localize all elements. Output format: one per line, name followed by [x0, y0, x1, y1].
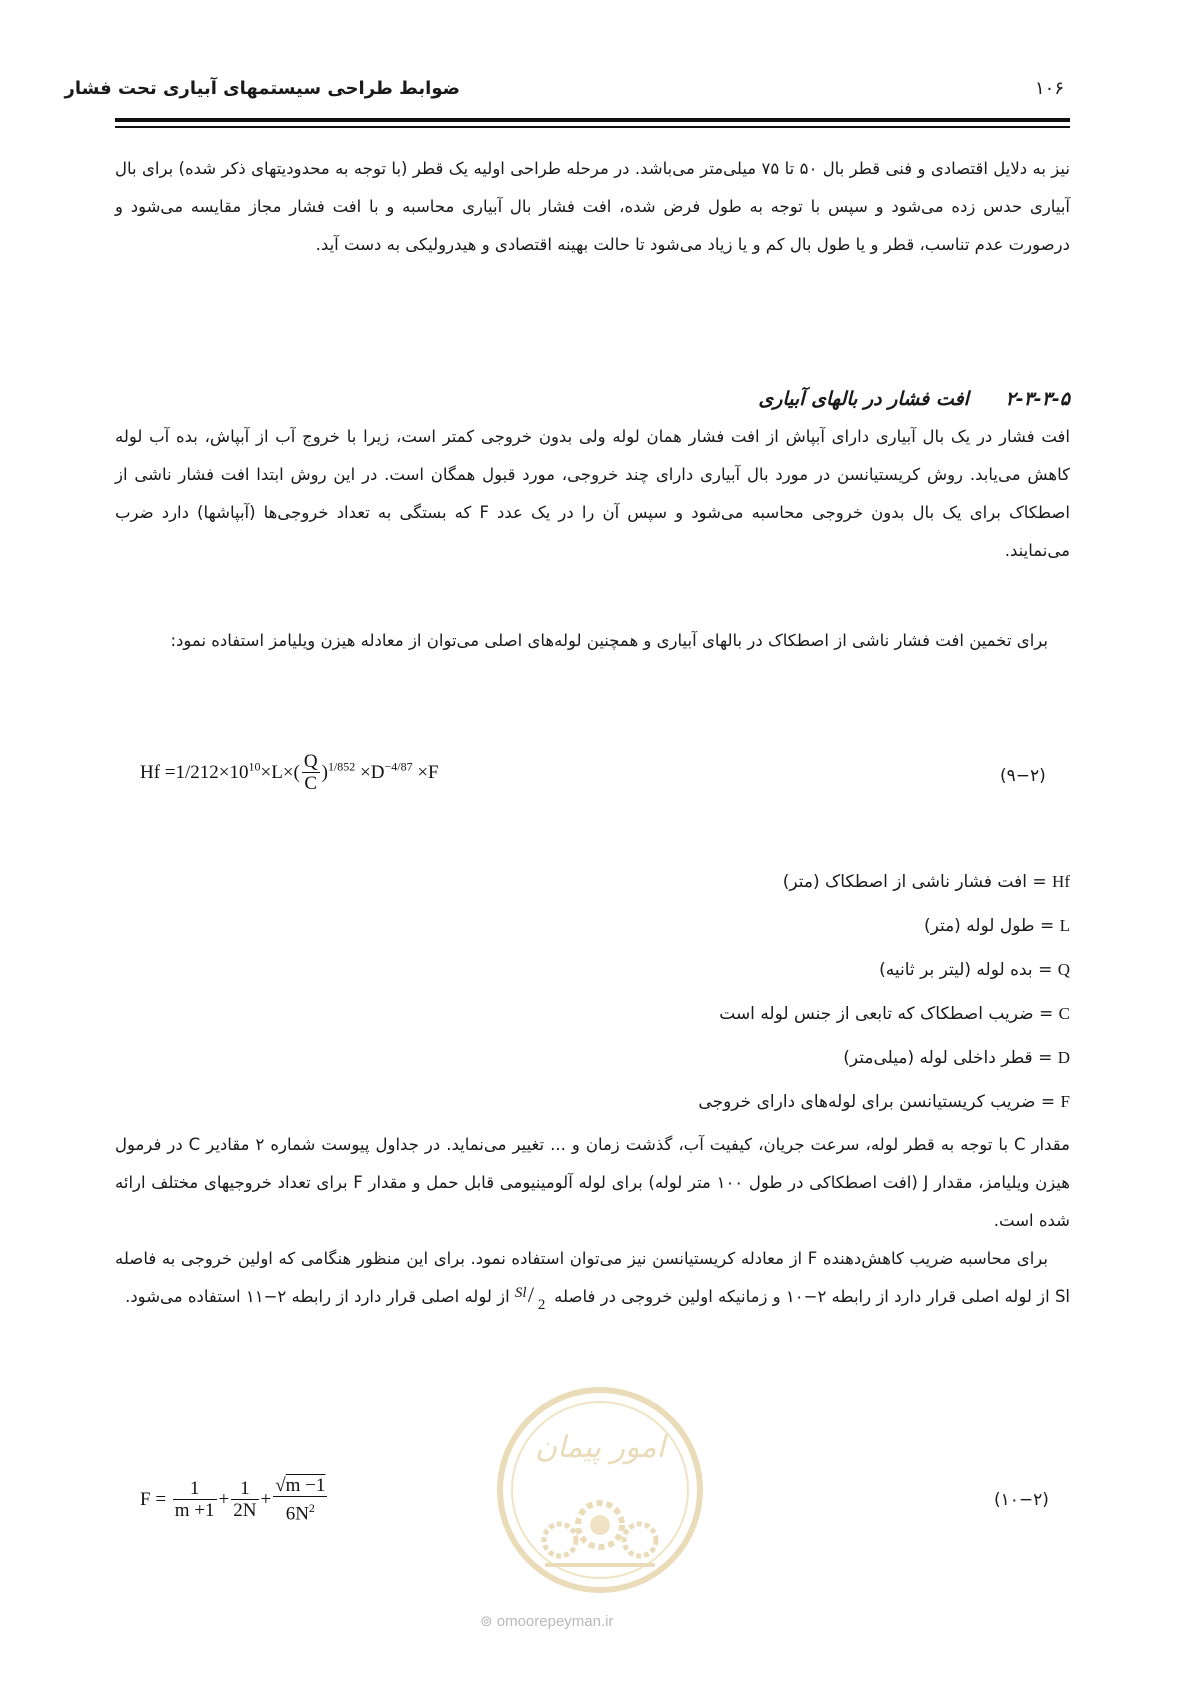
variable-definitions [170, 860, 1070, 1124]
watermark-url-text: omoorepeyman.ir [496, 1613, 614, 1630]
section-title: افت فشار در بالهای آبیاری [758, 388, 969, 410]
variable-symbol: Hf [1052, 872, 1070, 891]
inline-fraction-numerator: Sl [514, 1285, 527, 1301]
section-paragraph-2 [115, 622, 1070, 660]
eq10-f3-den-exp: 2 [308, 1501, 315, 1515]
variable-row-c [170, 992, 1070, 1036]
equals-sign: = [1039, 916, 1055, 936]
section-number: ۲-۳-۳-۵ [1005, 388, 1070, 410]
paragraph-christiansen-text-2: از لوله اصلی قرار دارد از رابطه ۲−۱۱ استفاده می‌شود. [125, 1287, 510, 1306]
variable-symbol: Q [1057, 960, 1070, 979]
equation-hazen-williams [140, 752, 439, 795]
sqrt-icon: √ [275, 1475, 286, 1496]
eq10-plus-1: + [218, 1489, 230, 1511]
header-rule-thick [115, 118, 1070, 122]
equals-sign: = [1039, 1004, 1054, 1024]
equals-sign: = [1032, 872, 1047, 892]
eq9-exp-1: 1/852 [327, 759, 356, 774]
inline-fraction-denominator: 2 [537, 1297, 546, 1313]
eq9-mult-L: ×L×( [260, 761, 300, 783]
paragraph-christiansen [115, 1240, 1070, 1316]
variable-description: طول لوله (متر) [923, 916, 1035, 936]
variable-symbol: D [1057, 1048, 1070, 1067]
equals-sign: = [1038, 960, 1053, 980]
variable-row-hf [170, 860, 1070, 904]
equals-sign: = [1040, 1092, 1056, 1112]
eq10-fraction-2 [231, 1479, 258, 1522]
eq10-f3-numerator [273, 1476, 327, 1497]
inline-fraction-slash: / [527, 1282, 535, 1307]
equation-christiansen [140, 1476, 329, 1525]
eq9-exp-10: 10 [248, 759, 261, 774]
eq10-f1-denominator: m +1 [174, 1500, 215, 1522]
variable-description: بده لوله (لیتر بر ثانیه) [879, 960, 1033, 980]
inline-fraction-sl-over-2 [514, 1280, 549, 1313]
watermark-logo [490, 1375, 710, 1609]
equals-sign: = [1038, 1048, 1053, 1068]
section-paragraph-1: افت فشار در یک بال آبیاری دارای آبپاش از افت فشار همان لوله ولی بدون خروجی کمتر است، زیرا با خروج آب از آبپاش، بده آب لوله کاهش می‌یابد. روش کریستیانسن در مورد بال آبیاری دارای چند خروجی، مورد قبول همگان است. در این روش ابتدا افت فشار ناشی از اصطکاک برای یک بال بدون خروجی محاسبه می‌شود و سپس آن را در یک عدد F که بستگی به تعداد خروجی‌ها (آبپاشها) دارد ضرب می‌نمایند. [115, 427, 1071, 560]
variable-description: افت فشار ناشی از اصطکاک (متر) [782, 872, 1027, 892]
variable-row-l [170, 904, 1070, 948]
eq10-f2-denominator: 2N [233, 1500, 257, 1522]
eq9-mult-F: ×F [417, 761, 439, 783]
header-rule-thin [115, 126, 1070, 128]
eq9-numerator: Q [303, 751, 318, 772]
eq9-fraction-q-over-c [302, 752, 320, 795]
variable-symbol: F [1060, 1092, 1070, 1111]
paragraph-christiansen-text-1: برای محاسبه ضریب کاهش‌دهنده F از معادله کریستیانسن نیز می‌توان استفاده نمود. برای این منظور هنگامی که اولین خروجی به فاصله Sl از لوله اصلی قرار دارد از رابطه ۲−۱۰ و زمانیکه اولین خروجی در فاصله [115, 1249, 1070, 1306]
eq10-fraction-1 [173, 1479, 217, 1522]
variable-description: قطر داخلی لوله (میلی‌متر) [843, 1048, 1033, 1068]
eq10-plus-2: + [260, 1489, 272, 1511]
eq10-f1-numerator: 1 [173, 1479, 217, 1500]
eq10-lhs: F = [140, 1489, 167, 1511]
watermark-emblem-icon [490, 1375, 710, 1605]
eq9-mult-D: ×D [360, 761, 385, 783]
page-number: ۱۰۶ [1035, 78, 1065, 99]
variable-symbol: C [1058, 1004, 1070, 1023]
eq9-denominator: C [304, 773, 318, 794]
variable-description: ضریب اصطکاک که تابعی از جنس لوله است [719, 1004, 1034, 1024]
running-header-title: ضوابط طراحی سیستمهای آبیاری تحت فشار [64, 78, 460, 99]
section-heading [758, 388, 1070, 410]
eq10-f2-numerator: 1 [231, 1479, 258, 1500]
variable-row-q [170, 948, 1070, 992]
eq10-fraction-3 [273, 1476, 327, 1525]
watermark-text: امور پیمان [535, 1430, 665, 1465]
paragraph-c-values: مقدار C با توجه به قطر لوله، سرعت جریان، کیفیت آب، گذشت زمان و ... تغییر می‌نماید. در جداول پیوست شماره ۲ مقادیر C در فرمول هیزن ویلیامز، مقدار J (افت اصطکاکی در طول ۱۰۰ متر لوله) برای لوله آلومینیومی قابل حمل و مقدار F برای تعداد خروجیهای مختلف ارائه شده است. [115, 1135, 1070, 1230]
eq9-lhs: Hf =1/212×10 [140, 761, 249, 783]
eq10-f3-denominator [273, 1497, 327, 1525]
eq10-f3-radicand: m −1 [285, 1475, 326, 1496]
variable-symbol: L [1059, 916, 1070, 935]
equation-label-9-2: (۹−۲) [1000, 766, 1046, 786]
eq9-close-paren: ) [321, 761, 328, 783]
intro-paragraph: نیز به دلایل اقتصادی و فنی قطر بال ۵۰ تا ۷۵ میلی‌متر می‌باشد. در مرحله طراحی اولیه یک قطر (با توجه به محدودیتهای ذکر شده) برای بال آبیاری حدس زده می‌شود و سپس با توجه به طول فرض شده، افت فشار بال آبیاری محاسبه و با افت فشار مجاز مقایسه می‌شود و درصورت عدم تناسب، قطر و یا طول بال کم و یا زیاد می‌شود تا حالت بهینه اقتصادی و هیدرولیکی به دست آید. [115, 159, 1070, 254]
section-paragraph-2-text: برای تخمین افت فشار ناشی از اصطکاک در بالهای آبیاری و همچنین لوله‌های اصلی می‌توان از معادله هیزن ویلیامز استفاده نمود: [170, 631, 1048, 650]
eq10-f3-den-base: 6N [285, 1503, 309, 1525]
variable-row-d [170, 1036, 1070, 1080]
watermark-url: ⊚ omoorepeyman.ir [480, 1613, 614, 1630]
variable-description: ضریب کریستیانسن برای لوله‌های دارای خروجی [698, 1092, 1036, 1112]
eq9-exp-2: −4/87 [384, 759, 413, 774]
variable-row-f [170, 1080, 1070, 1124]
equation-label-10-2: (۱۰−۲) [994, 1490, 1049, 1510]
